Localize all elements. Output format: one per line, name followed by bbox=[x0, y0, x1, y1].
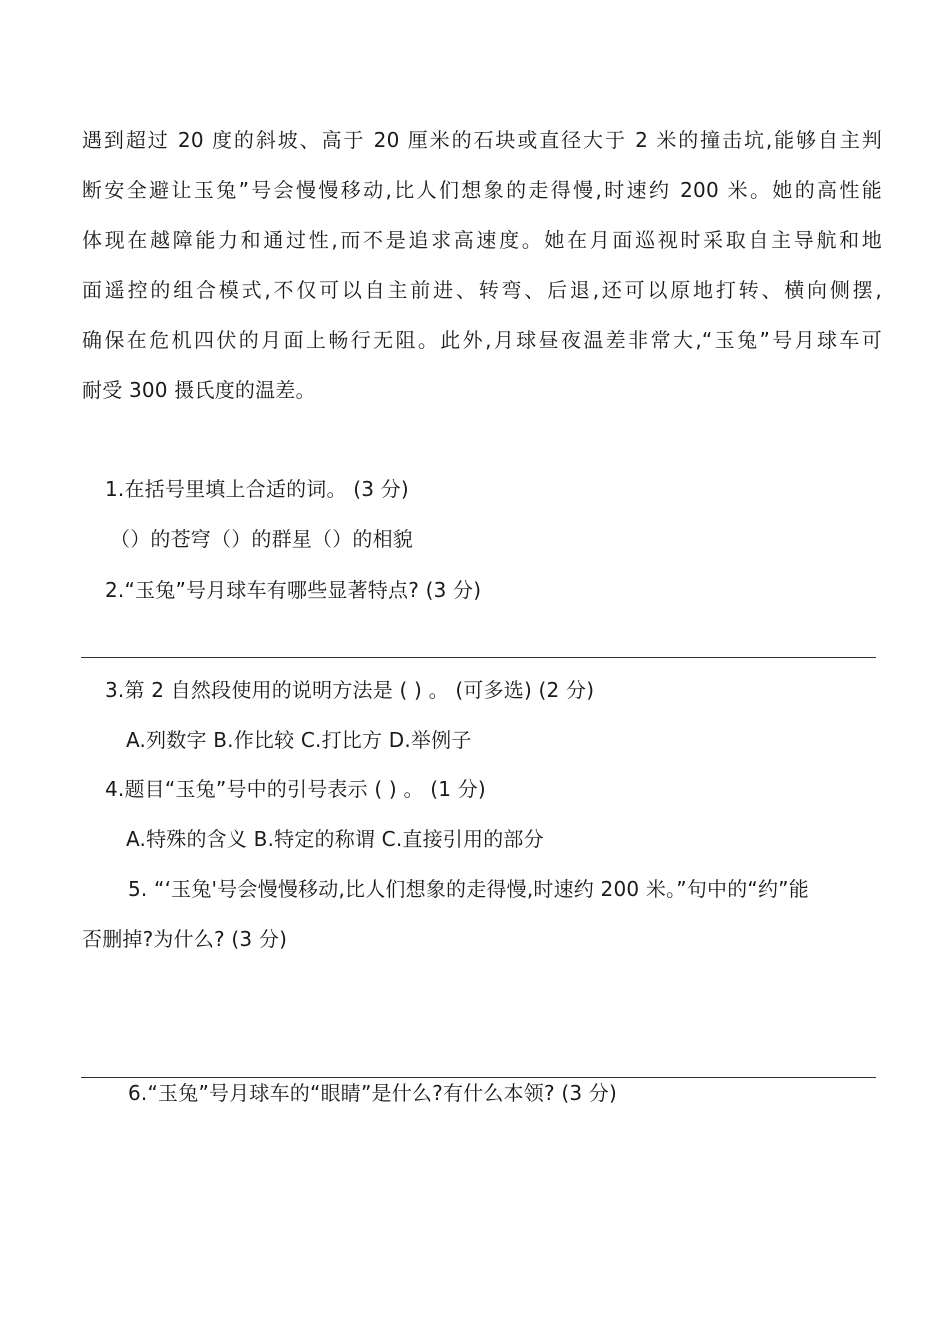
question-1-blanks: （）的苍穹（）的群星（）的相貌 bbox=[110, 527, 413, 551]
answer-line-q2 bbox=[81, 657, 876, 658]
question-6-prompt: 6.“玉兔”号月球车的“眼睛”是什么?有什么本领? (3 分) bbox=[128, 1081, 618, 1105]
passage-line-1: 遇到超过 20 度的斜坡、高于 20 厘米的石块或直径大于 2 米的撞击坑,能够自主判 bbox=[82, 128, 882, 152]
passage-line-3: 体现在越障能力和通过性,而不是追求高速度。她在月面巡视时采取自主导航和地 bbox=[82, 228, 882, 252]
passage-line-5: 确保在危机四伏的月面上畅行无阻。此外,月球昼夜温差非常大,“玉兔”号月球车可 bbox=[82, 328, 882, 352]
question-1-prompt: 1.在括号里填上合适的词。 (3 分) bbox=[105, 477, 409, 501]
question-3-options: A.列数字 B.作比较 C.打比方 D.举例子 bbox=[126, 728, 472, 752]
question-3-prompt: 3.第 2 自然段使用的说明方法是 ( ) 。 (可多选) (2 分) bbox=[105, 678, 595, 702]
passage-line-6: 耐受 300 摄氏度的温差。 bbox=[82, 378, 316, 402]
passage-line-4: 面遥控的组合模式,不仅可以自主前进、转弯、后退,还可以原地打转、横向侧摆, bbox=[82, 278, 882, 302]
question-2-prompt: 2.“玉兔”号月球车有哪些显著特点? (3 分) bbox=[105, 578, 482, 602]
question-5-prompt-line-1: 5. “‘玉兔'号会慢慢移动,比人们想象的走得慢,时速约 200 米。”句中的“约”能 bbox=[128, 877, 809, 901]
question-5-prompt-line-2: 否删掉?为什么? (3 分) bbox=[82, 927, 288, 951]
question-4-options: A.特殊的含义 B.特定的称谓 C.直接引用的部分 bbox=[126, 827, 544, 851]
passage-line-2: 断安全避让玉兔”号会慢慢移动,比人们想象的走得慢,时速约 200 米。她的高性能 bbox=[82, 178, 882, 202]
question-4-prompt: 4.题目“玉兔”号中的引号表示 ( ) 。 (1 分) bbox=[105, 777, 486, 801]
